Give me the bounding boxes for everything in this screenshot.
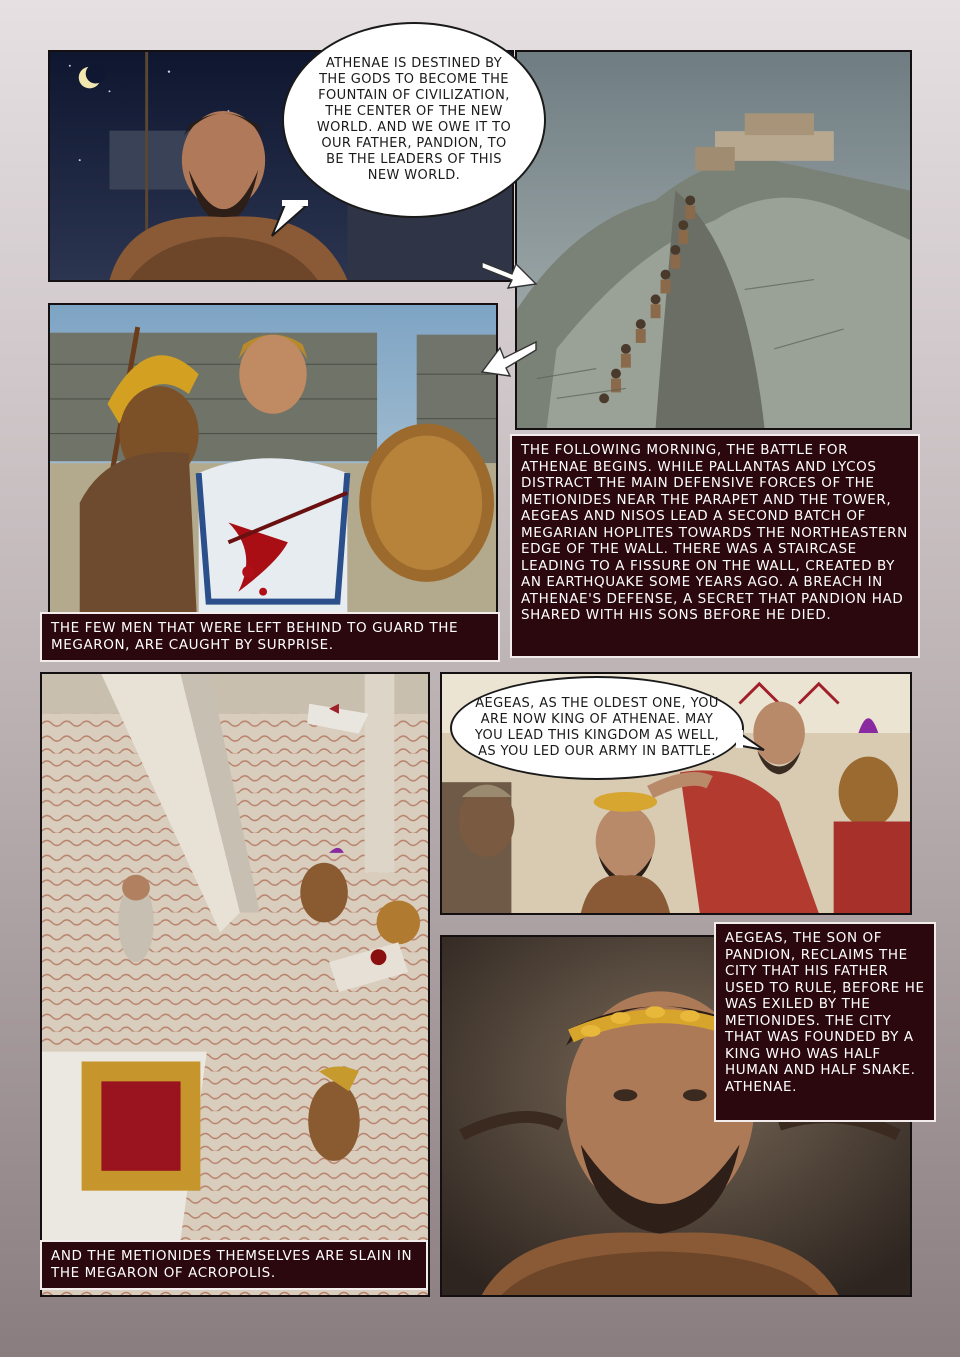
speech-bubble-tail-5	[736, 728, 766, 758]
caption-panel-4: AND THE METIONIDES THEMSELVES ARE SLAIN IN THE MEGARON OF ACROPOLIS.	[40, 1240, 428, 1290]
panel-2-acropolis-hill	[515, 50, 912, 430]
speech-bubble-panel-1	[282, 22, 546, 218]
panel-3-megaron-attack	[48, 303, 498, 658]
speech-bubble-text-5: AEGEAS, AS THE OLDEST ONE, YOU ARE NOW KING OF ATHENAE. MAY YOU LEAD THIS KINGDOM AS WELL, AS YOU LED OUR ARMY IN BATTLE.	[474, 696, 720, 759]
arrow-left-icon	[478, 336, 540, 382]
caption-panel-3: THE FEW MEN THAT WERE LEFT BEHIND TO GUARD THE MEGARON, ARE CAUGHT BY SURPRISE.	[40, 612, 500, 662]
caption-panel-6: AEGEAS, THE SON OF PANDION, RECLAIMS THE CITY THAT HIS FATHER USED TO RULE, BEFORE HE WAS EXILED BY THE METIONIDES. THE CITY THAT WAS FOUNDED BY A KING WHO WAS HALF HUMAN AND HALF SNAKE. ATHENAE.	[714, 922, 936, 1122]
panel-4-megaron-overhead	[40, 672, 430, 1297]
arrow-right-icon	[478, 250, 540, 292]
caption-panel-2: THE FOLLOWING MORNING, THE BATTLE FOR ATHENAE BEGINS. WHILE PALLANTAS AND LYCOS DISTRACT THE MAIN DEFENSIVE FORCES OF THE METIONIDES NEAR THE PARAPET AND THE TOWER, AEGEAS AND NISOS LEAD A SECOND BATCH OF MEGARIAN HOPLITES TOWARDS THE NORTHEASTERN EDGE OF THE WALL. THERE WAS A STAIRCASE LEADING TO A FISSURE ON THE WALL, CREATED BY AN EARTHQUAKE SOME YEARS AGO. A BREACH IN ATHENAE'S DEFENSE, A SECRET THAT PANDION HAD SHARED WITH HIS SONS BEFORE HE DIED.	[510, 434, 920, 658]
speech-bubble-text-1: ATHENAE IS DESTINED BY THE GODS TO BECOME THE FOUNTAIN OF CIVILIZATION, THE CENTER OF THE NEW WORLD. AND WE OWE IT TO OUR FATHER, PANDION, TO BE THE LEADERS OF THIS NEW WORLD.	[316, 56, 512, 183]
speech-bubble-panel-5	[450, 676, 744, 780]
speech-bubble-tail-1	[268, 200, 318, 240]
